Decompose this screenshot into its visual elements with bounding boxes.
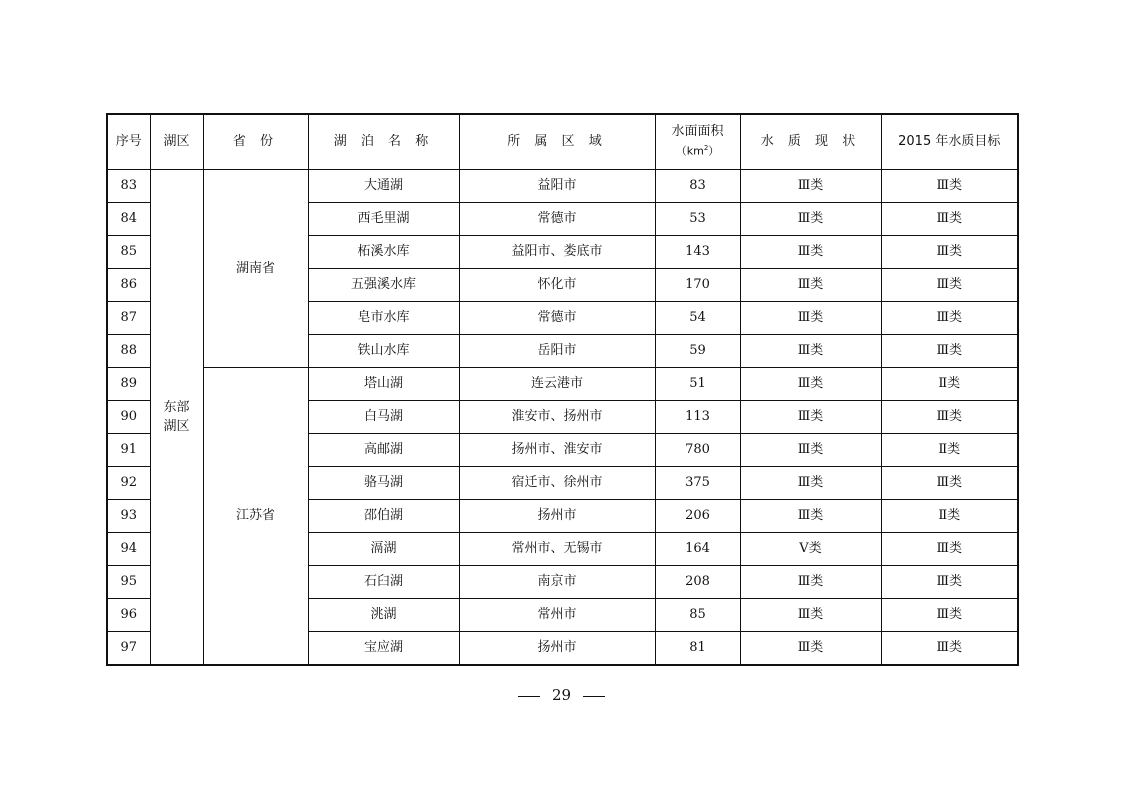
cell-seq: 96 [107, 599, 150, 632]
cell-lake-name: 皂市水库 [308, 302, 459, 335]
cell-target-2015: Ⅲ类 [881, 236, 1018, 269]
cell-quality-now: Ⅲ类 [740, 203, 881, 236]
header-row [107, 114, 1018, 170]
cell-seq: 84 [107, 203, 150, 236]
cell-water-area: 375 [655, 467, 740, 500]
cell-lake-name: 骆马湖 [308, 467, 459, 500]
cell-target-2015: Ⅲ类 [881, 599, 1018, 632]
cell-quality-now: Ⅲ类 [740, 467, 881, 500]
header-quality-now: 水 质 现 状 [740, 114, 881, 170]
cell-lake-name: 白马湖 [308, 401, 459, 434]
cell-quality-now: Ⅲ类 [740, 170, 881, 203]
header-lake-name: 湖 泊 名 称 [308, 114, 459, 170]
cell-area-belong: 淮安市、扬州市 [459, 401, 655, 434]
cell-area-belong: 益阳市、娄底市 [459, 236, 655, 269]
cell-water-area: 113 [655, 401, 740, 434]
page-number-dash-left [518, 696, 540, 697]
cell-quality-now: Ⅲ类 [740, 434, 881, 467]
cell-water-area: 164 [655, 533, 740, 566]
cell-lake-name: 西毛里湖 [308, 203, 459, 236]
cell-quality-now: Ⅲ类 [740, 236, 881, 269]
cell-quality-now: Ⅲ类 [740, 632, 881, 665]
header-water-area-label: 水面面积 [671, 124, 724, 140]
header-target-2015: 2015 年水质目标 [881, 114, 1018, 170]
cell-water-area: 206 [655, 500, 740, 533]
cell-area-belong: 常州市、无锡市 [459, 533, 655, 566]
cell-water-area: 208 [655, 566, 740, 599]
cell-seq: 94 [107, 533, 150, 566]
cell-lake-name: 塔山湖 [308, 368, 459, 401]
cell-seq: 92 [107, 467, 150, 500]
cell-water-area: 51 [655, 368, 740, 401]
cell-lake-name: 高邮湖 [308, 434, 459, 467]
cell-target-2015: Ⅲ类 [881, 632, 1018, 665]
cell-area-belong: 岳阳市 [459, 335, 655, 368]
cell-seq: 86 [107, 269, 150, 302]
cell-area-belong: 益阳市 [459, 170, 655, 203]
cell-target-2015: Ⅲ类 [881, 566, 1018, 599]
cell-target-2015: Ⅱ类 [881, 500, 1018, 533]
cell-seq: 91 [107, 434, 150, 467]
cell-area-belong: 怀化市 [459, 269, 655, 302]
cell-quality-now: Ⅲ类 [740, 269, 881, 302]
cell-region [150, 170, 203, 665]
cell-area-belong: 常德市 [459, 302, 655, 335]
cell-seq: 85 [107, 236, 150, 269]
cell-target-2015: Ⅲ类 [881, 335, 1018, 368]
cell-area-belong: 南京市 [459, 566, 655, 599]
cell-target-2015: Ⅱ类 [881, 368, 1018, 401]
cell-seq: 88 [107, 335, 150, 368]
header-area-belong: 所 属 区 域 [459, 114, 655, 170]
cell-lake-name: 石臼湖 [308, 566, 459, 599]
page-number-value: 29 [551, 686, 572, 704]
cell-water-area: 54 [655, 302, 740, 335]
cell-area-belong: 常州市 [459, 599, 655, 632]
cell-water-area: 81 [655, 632, 740, 665]
header-region: 湖区 [150, 114, 203, 170]
cell-target-2015: Ⅲ类 [881, 467, 1018, 500]
cell-water-area: 83 [655, 170, 740, 203]
cell-seq: 97 [107, 632, 150, 665]
cell-water-area: 53 [655, 203, 740, 236]
table-body [107, 170, 1018, 665]
cell-seq: 83 [107, 170, 150, 203]
cell-area-belong: 扬州市 [459, 632, 655, 665]
cell-lake-name: 五强溪水库 [308, 269, 459, 302]
cell-area-belong: 宿迁市、徐州市 [459, 467, 655, 500]
cell-lake-name: 邵伯湖 [308, 500, 459, 533]
page-number-dash-right [583, 696, 605, 697]
cell-target-2015: Ⅲ类 [881, 170, 1018, 203]
cell-area-belong: 扬州市 [459, 500, 655, 533]
cell-water-area: 85 [655, 599, 740, 632]
cell-province: 江苏省 [203, 368, 308, 665]
cell-area-belong: 常德市 [459, 203, 655, 236]
region-label-line2: 湖区 [163, 418, 190, 434]
cell-province: 湖南省 [203, 170, 308, 368]
cell-quality-now: Ⅲ类 [740, 302, 881, 335]
cell-lake-name: 柘溪水库 [308, 236, 459, 269]
cell-quality-now: Ⅲ类 [740, 500, 881, 533]
cell-target-2015: Ⅲ类 [881, 533, 1018, 566]
cell-seq: 87 [107, 302, 150, 335]
cell-quality-now: Ⅲ类 [740, 368, 881, 401]
header-province: 省 份 [203, 114, 308, 170]
cell-quality-now: Ⅲ类 [740, 566, 881, 599]
cell-water-area: 59 [655, 335, 740, 368]
region-label-line1: 东部 [163, 399, 190, 415]
cell-target-2015: Ⅲ类 [881, 302, 1018, 335]
cell-target-2015: Ⅱ类 [881, 434, 1018, 467]
cell-area-belong: 扬州市、淮安市 [459, 434, 655, 467]
cell-seq: 90 [107, 401, 150, 434]
cell-lake-name: 铁山水库 [308, 335, 459, 368]
cell-seq: 89 [107, 368, 150, 401]
cell-target-2015: Ⅲ类 [881, 401, 1018, 434]
cell-water-area: 170 [655, 269, 740, 302]
cell-lake-name: 滆湖 [308, 533, 459, 566]
cell-water-area: 143 [655, 236, 740, 269]
header-water-area-unit: $(km^2)$ [675, 144, 720, 158]
cell-quality-now: Ⅲ类 [740, 335, 881, 368]
lake-water-quality-table [106, 113, 1019, 666]
cell-quality-now: Ⅲ类 [740, 599, 881, 632]
cell-quality-now: Ⅲ类 [740, 401, 881, 434]
cell-target-2015: Ⅲ类 [881, 203, 1018, 236]
header-water-area [655, 114, 740, 170]
cell-seq: 93 [107, 500, 150, 533]
cell-lake-name: 大通湖 [308, 170, 459, 203]
cell-seq: 95 [107, 566, 150, 599]
cell-lake-name: 洮湖 [308, 599, 459, 632]
header-seq: 序号 [107, 114, 150, 170]
table-row [107, 368, 1018, 401]
cell-lake-name: 宝应湖 [308, 632, 459, 665]
cell-target-2015: Ⅲ类 [881, 269, 1018, 302]
cell-quality-now: Ⅴ类 [740, 533, 881, 566]
cell-water-area: 780 [655, 434, 740, 467]
cell-area-belong: 连云港市 [459, 368, 655, 401]
page-number [0, 686, 1123, 704]
table-row [107, 170, 1018, 203]
